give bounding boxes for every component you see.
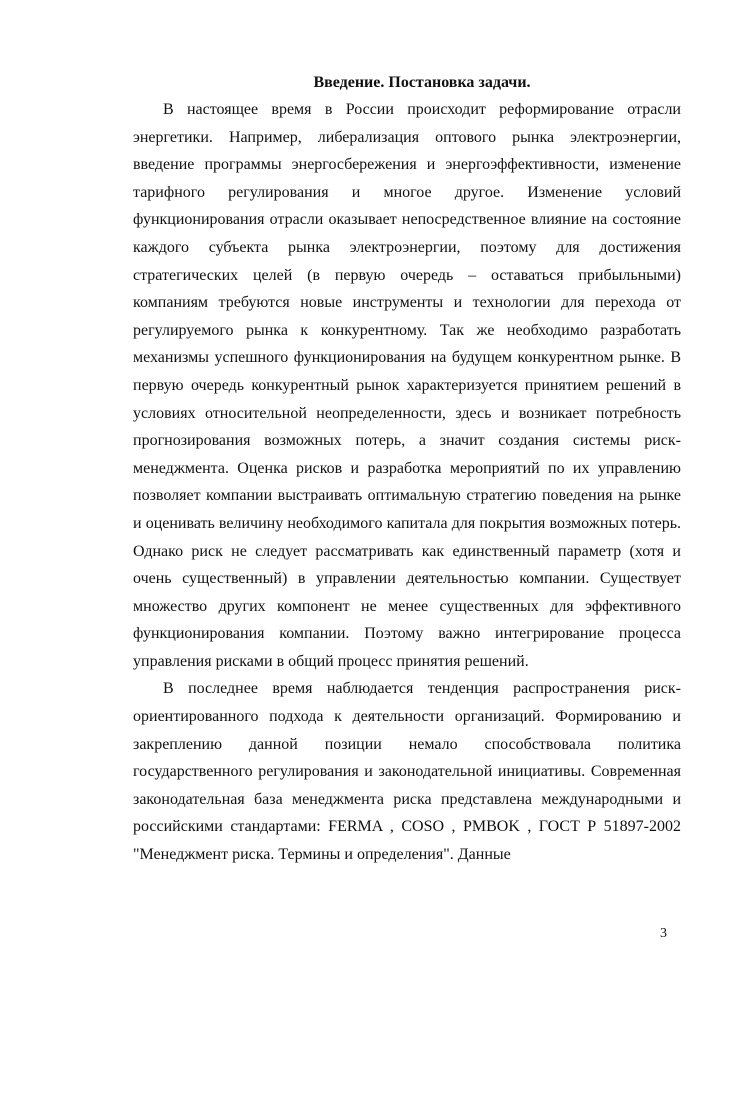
page-number: 3 [660, 926, 667, 941]
paragraph-2: В последнее время наблюдается тенденция распространения риск-ориентированного подхода к деятельности организаций. Формированию и закреплению данной позиции немало способствовала политика государственного регулирования и законодательной инициативы. Современная законодательная база менеджмента риска представлена международными и российскими стандартами: FERMA , COSO , PMBOK , ГОСТ Р 51897-2002 "Менеджмент риска. Термины и определения". Данные [133, 680, 681, 864]
paragraph-1: В настоящее время в России происходит реформирование отрасли энергетики. Например, либерализация оптового рынка электроэнергии, введение программы энергосбережения и энергоэффективности, изменение тарифного регулирования и многое другое. Изменение условий функционирования отрасли оказывает непосредственное влияние на состояние каждого субъекта рынка электроэнергии, поэтому для достижения стратегических целей (в первую очередь – оставаться прибыльными) компаниям требуются новые инструменты и технологии для перехода от регулируемого рынка к конкурентному. Так же необходимо разработать механизмы успешного функционирования на будущем конкурентном рынке. В первую очередь конкурентный рынок характеризуется принятием решений в условиях относительной неопределенности, здесь и возникает потребность прогнозирования возможных потерь, а значит создания системы риск-менеджмента. Оценка рисков и разработка мероприятий по их управлению позволяет компании выстраивать оптимальную стратегию поведения на рынке и оценивать величину необходимого капитала для покрытия возможных потерь. Однако риск не следует рассматривать как единственный параметр (хотя и очень существенный) в управлении деятельностью компании. Существует множество других компонент не менее существенных для эффективного функционирования компании. Поэтому важно интегрирование процесса управления рисками в общий процесс принятия решений. [133, 101, 681, 670]
page-content [133, 69, 681, 869]
page-title: Введение. Постановка задачи. [313, 74, 531, 91]
